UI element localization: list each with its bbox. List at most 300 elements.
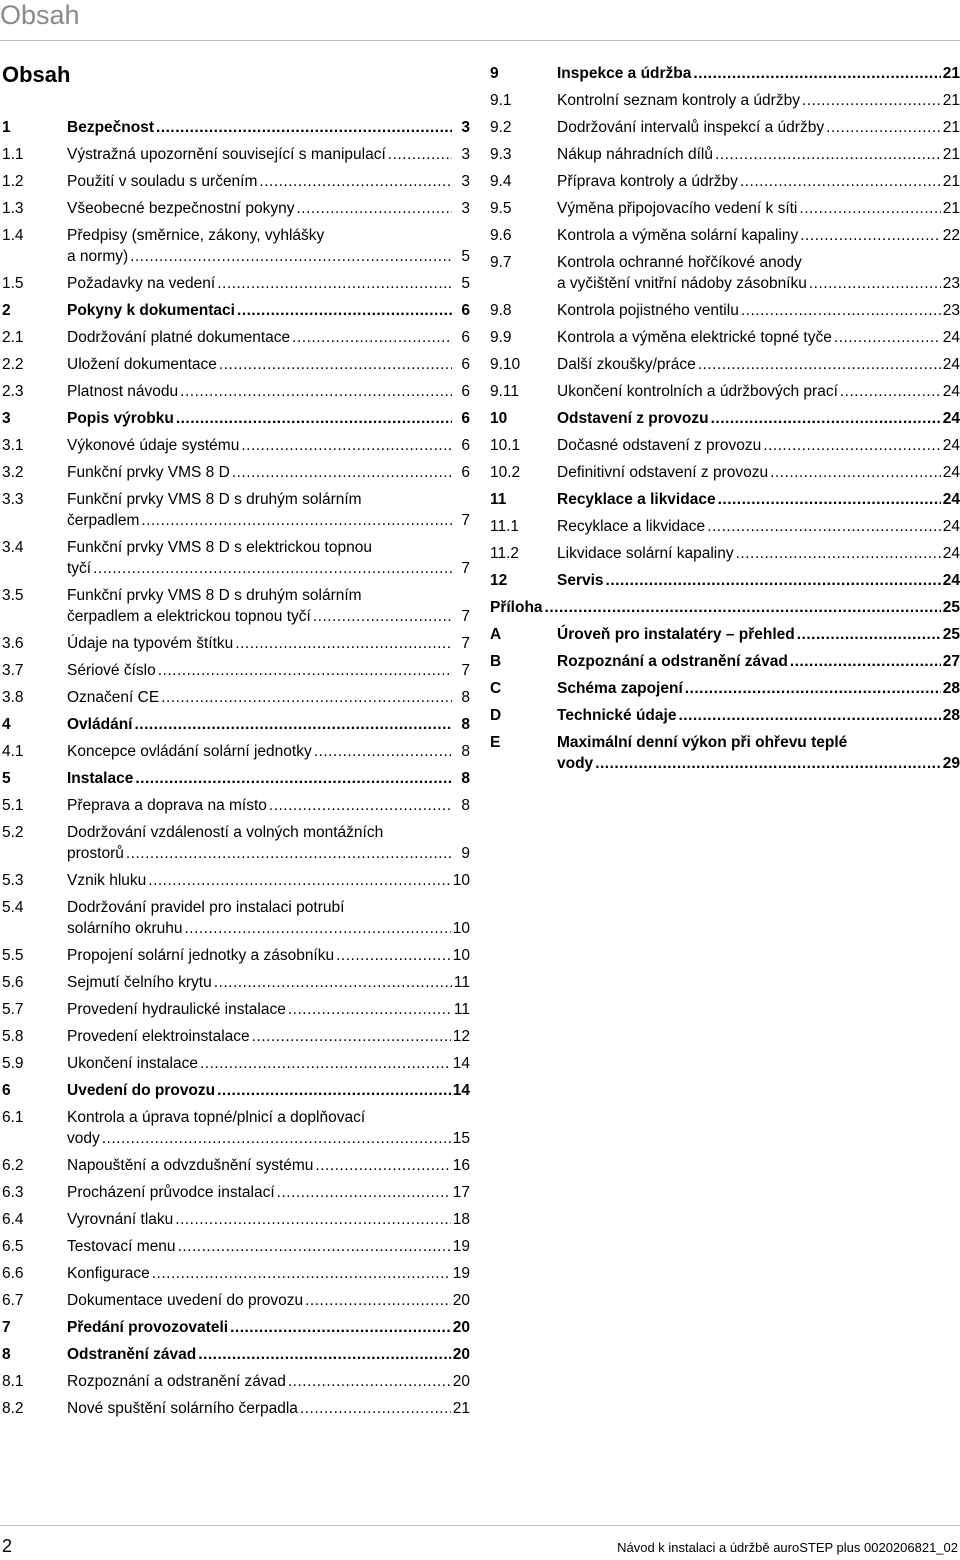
toc-entry-page: 7 [461,608,470,625]
toc-entry-number: 1.1 [2,146,24,163]
toc-entry-page: 21 [942,119,960,136]
toc-entry-page: 19 [452,1238,470,1255]
toc-entry-number: D [490,707,502,724]
dot-leader [595,753,941,774]
dot-leader [799,198,940,219]
toc-entry-number: 5.3 [2,872,24,889]
toc-entry-number: 3.4 [2,539,24,556]
toc-entry-title: Likvidace solární kapaliny [557,545,734,562]
toc-entry[interactable] [2,660,470,681]
toc-entry-page: 24 [942,356,960,373]
toc-entry[interactable] [490,651,960,672]
toc-entry-title: Kontrolní seznam kontroly a údržby [557,92,800,109]
toc-entry-title: Kontrola ochranné hořčíkové anody [557,254,802,271]
toc-entry[interactable] [2,225,470,267]
toc-entry-page: 24 [942,464,960,481]
toc-entry[interactable] [490,678,960,699]
toc-entry-title: vody [557,755,594,772]
toc-entry-page: 24 [942,518,960,535]
toc-entry-number: 6.4 [2,1211,24,1228]
toc-entry-title: Přeprava a doprava na místo [67,797,267,814]
toc-entry[interactable] [2,870,470,891]
toc-entry[interactable] [2,198,470,219]
toc-entry-page: 24 [942,491,960,508]
dot-leader [292,327,452,348]
toc-entry-page: 20 [452,1319,470,1336]
toc-entry[interactable] [490,732,960,774]
dot-leader [314,741,452,762]
toc-entry-number: 9.6 [490,227,512,244]
dot-leader [200,1053,451,1074]
toc-entry-title: Recyklace a likvidace [557,518,706,535]
toc-entry-title: Funkční prvky VMS 8 D s elektrickou topnou [67,539,372,556]
toc-entry-number: 5.6 [2,974,24,991]
toc-entry-page: 28 [942,707,960,724]
toc-entry[interactable] [490,354,960,375]
dot-leader [232,462,452,483]
toc-entry-page: 21 [942,200,960,217]
toc-entry-number: 11 [490,491,507,508]
dot-leader [219,354,452,375]
toc-entry[interactable] [2,171,470,192]
toc-entry[interactable] [490,117,960,138]
toc-entry-number: 5.9 [2,1055,24,1072]
toc-entry-number: 2 [2,302,11,319]
toc-entry[interactable] [2,300,470,321]
toc-entry-title: Dokumentace uvedení do provozu [67,1292,304,1309]
toc-entry[interactable] [2,408,470,429]
toc-entry-page: 5 [461,248,470,265]
toc-entry-number: E [490,734,501,751]
toc-entry-page: 6 [461,410,470,427]
toc-entry-title: Provedení elektroinstalace [67,1028,250,1045]
dot-leader [259,171,452,192]
toc-entry[interactable] [490,198,960,219]
dot-leader [175,1209,450,1230]
dot-leader [315,1155,450,1176]
toc-entry-page: 20 [452,1373,470,1390]
dot-leader [184,918,450,939]
dot-leader [685,678,941,699]
toc-entry[interactable] [2,537,470,579]
toc-entry[interactable] [490,408,960,429]
toc-entry-number: 6.7 [2,1292,24,1309]
toc-entry-number: 6.6 [2,1265,24,1282]
toc-entry[interactable] [2,381,470,402]
toc-entry[interactable] [490,597,960,618]
toc-entry[interactable] [2,714,470,735]
toc-entry-page: 24 [942,545,960,562]
toc-entry[interactable] [2,1398,470,1419]
toc-entry-title: Údaje na typovém štítku [67,635,234,652]
toc-entry[interactable] [490,90,960,111]
dot-leader [161,687,452,708]
toc-entry-title: Nové spuštění solárního čerpadla [67,1400,298,1417]
toc-entry[interactable] [2,1371,470,1392]
toc-entry-title: tyčí [67,560,92,577]
toc-entry-title: Příprava kontroly a údržby [557,173,738,190]
toc-entry[interactable] [2,1053,470,1074]
toc-entry-number: 1.5 [2,275,24,292]
toc-entry-number: 3.3 [2,491,24,508]
toc-entry-page: 12 [452,1028,470,1045]
toc-entry-title: Kontrola pojistného ventilu [557,302,739,319]
toc-entry[interactable] [2,972,470,993]
toc-entry-page: 29 [942,755,960,772]
toc-entry-title: Dodržování intervalů inspekcí a údržby [557,119,825,136]
dot-leader [156,117,452,138]
toc-entry-title: Propojení solární jednotky a zásobníku [67,947,335,964]
dot-leader [718,489,941,510]
toc-entry-page: 20 [452,1346,470,1363]
toc-entry-title: Nákup náhradních dílů [557,146,713,163]
toc-entry-page: 5 [461,275,470,292]
dot-leader [230,1317,451,1338]
toc-entry[interactable] [2,1080,470,1101]
dot-leader [237,300,452,321]
toc-entry-title: Výměna připojovacího vedení k síti [557,200,798,217]
toc-entry[interactable] [2,327,470,348]
toc-entry[interactable] [2,1026,470,1047]
toc-entry[interactable] [490,570,960,591]
toc-entry-page: 16 [452,1157,470,1174]
toc-entry[interactable] [490,516,960,537]
toc-entry-page: 10 [452,947,470,964]
toc-entry-title: Uložení dokumentace [67,356,217,373]
toc-entry-page: 8 [461,716,470,733]
toc-entry-page: 3 [461,119,470,136]
dot-leader [834,327,941,348]
toc-entry[interactable] [490,462,960,483]
toc-entry-page: 19 [452,1265,470,1282]
toc-entry-title: Sériové číslo [67,662,156,679]
toc-entry-number: 5.4 [2,899,24,916]
toc-entry-title: Kontrola a výměna solární kapaliny [557,227,799,244]
footer-rule [0,1525,960,1526]
toc-entry-number: 4.1 [2,743,24,760]
toc-entry-page: 6 [461,437,470,454]
toc-entry[interactable] [490,489,960,510]
toc-entry-page: 14 [452,1055,470,1072]
toc-entry-page: 8 [461,797,470,814]
toc-entry-title: Všeobecné bezpečnostní pokyny [67,200,295,217]
dot-leader [297,198,453,219]
toc-entry[interactable] [2,1182,470,1203]
toc-entry[interactable] [490,624,960,645]
toc-entry[interactable] [2,1236,470,1257]
dot-leader [770,462,941,483]
running-header-title: Obsah [0,0,80,30]
toc-entry-page: 7 [461,560,470,577]
toc-entry[interactable] [2,945,470,966]
toc-entry-title: a normy) [67,248,129,265]
dot-leader [134,714,452,735]
toc-entry-title: Napouštění a odvzdušnění systému [67,1157,314,1174]
dot-leader [388,144,452,165]
toc-entry-number: 5.7 [2,1001,24,1018]
dot-leader [797,624,941,645]
toc-entry-number: 9.8 [490,302,512,319]
toc-entry[interactable] [2,1290,470,1311]
toc-entry[interactable] [490,435,960,456]
dot-leader [277,1182,451,1203]
toc-entry-title: a vyčištění vnitřní nádoby zásobníku [557,275,807,292]
toc-entry-page: 20 [452,1292,470,1309]
toc-entry-title: Technické údaje [557,707,677,724]
toc-entry-title: Označení CE [67,689,160,706]
footer-document-title: Návod k instalaci a údržbě auroSTEP plus 0020206821_02 [617,1540,958,1555]
toc-entry-page: 6 [461,356,470,373]
toc-entry[interactable] [2,999,470,1020]
dot-leader [763,435,941,456]
footer-page-number: 2 [2,1536,13,1556]
toc-entry-title: Rozpoznání a odstranění závad [67,1373,286,1390]
toc-column-left [2,117,470,1425]
toc-entry-page: 3 [461,200,470,217]
toc-entry-page: 24 [942,329,960,346]
toc-entry-title: Provedení hydraulické instalace [67,1001,286,1018]
dot-leader [809,273,941,294]
toc-entry-page: 6 [461,464,470,481]
toc-entry-number: 1 [2,119,11,136]
toc-entry-number: 3.1 [2,437,24,454]
toc-entry-number: 5.1 [2,797,24,814]
toc-entry-number: 4 [2,716,11,733]
toc-entry-number: B [490,653,502,670]
toc-entry[interactable] [2,768,470,789]
dot-leader [736,543,941,564]
toc-entry-title: Další zkoušky/práce [557,356,696,373]
toc-entry-page: 24 [942,437,960,454]
toc-entry-number: 9.11 [490,383,520,400]
toc-entry-title: Dodržování pravidel pro instalaci potrubí [67,899,345,916]
dot-leader [135,768,452,789]
dot-leader [288,1371,451,1392]
toc-entry-title: vody [67,1130,100,1147]
toc-entry[interactable] [490,327,960,348]
toc-entry-number: A [490,626,502,643]
toc-entry-page: 3 [461,173,470,190]
toc-entry-number: 2.1 [2,329,24,346]
toc-entry-title: čerpadlem [67,512,140,529]
toc-entry-page: 7 [461,512,470,529]
toc-entry-number: 3.5 [2,587,24,604]
toc-entry-page: 15 [452,1130,470,1147]
toc-entry-page: 24 [942,410,960,427]
toc-entry-page: 9 [461,845,470,862]
toc-entry[interactable] [2,741,470,762]
dot-leader [715,144,941,165]
toc-entry-title: Ukončení instalace [67,1055,198,1072]
toc-entry-page: 7 [461,635,470,652]
toc-entry-number: 5.5 [2,947,24,964]
toc-entry-number: 5 [2,770,11,787]
dot-leader [698,354,941,375]
toc-entry-page: 6 [461,302,470,319]
toc-entry-title: Výstražná upozornění související s manipulací [67,146,386,163]
toc-title: Obsah [2,62,71,87]
toc-entry-number: 5.8 [2,1028,24,1045]
toc-entry-page: 10 [452,920,470,937]
dot-leader [198,1344,451,1365]
dot-leader [176,408,452,429]
toc-entry-page: 25 [942,626,960,643]
toc-entry[interactable] [2,489,470,531]
toc-entry-number: 10.2 [490,464,521,481]
toc-entry-number: 3 [2,410,11,427]
toc-entry-number: 6.2 [2,1157,24,1174]
toc-entry-number: 6.1 [2,1109,24,1126]
toc-entry-number: 3.8 [2,689,24,706]
toc-entry-title: prostorů [67,845,124,862]
toc-entry[interactable] [2,1155,470,1176]
dot-leader [678,705,940,726]
toc-entry-title: Kontrola a výměna elektrické topné tyče [557,329,832,346]
toc-entry-page: 6 [461,329,470,346]
toc-entry-page: 14 [452,1082,470,1099]
toc-entry-page: 21 [942,92,960,109]
toc-entry-title: Funkční prvky VMS 8 D s druhým solárním [67,491,362,508]
dot-leader [606,570,941,591]
toc-entry[interactable] [490,63,960,84]
toc-entry-title: solárního okruhu [67,920,183,937]
toc-entry-number: 6.3 [2,1184,24,1201]
toc-entry-title: Platnost návodu [67,383,179,400]
toc-entry-page: 11 [453,1001,470,1018]
toc-entry[interactable] [2,1344,470,1365]
toc-entry-page: 21 [452,1400,470,1417]
toc-entry[interactable] [490,381,960,402]
toc-entry-number: 9.5 [490,200,512,217]
toc-entry[interactable] [2,795,470,816]
toc-entry-number: 3.6 [2,635,24,652]
toc-entry[interactable] [2,144,470,165]
toc-entry-number: 9.4 [490,173,512,190]
toc-entry[interactable] [2,585,470,627]
toc-entry-title: Rozpoznání a odstranění závad [557,653,788,670]
toc-entry-title: Funkční prvky VMS 8 D [67,464,230,481]
toc-entry-page: 21 [942,65,960,82]
toc-entry-page: 21 [942,146,960,163]
toc-entry[interactable] [2,687,470,708]
dot-leader [826,117,941,138]
dot-leader [126,843,452,864]
toc-entry[interactable] [490,171,960,192]
toc-entry-number: 12 [490,572,508,589]
toc-entry-page: 8 [461,770,470,787]
toc-entry[interactable] [2,1263,470,1284]
toc-entry-title: Servis [557,572,604,589]
dot-leader [790,651,941,672]
toc-entry[interactable] [2,897,470,939]
toc-entry-number: 9.2 [490,119,512,136]
toc-entry-number: 10.1 [490,437,521,454]
dot-leader [693,63,940,84]
dot-leader [545,597,941,618]
dot-leader [288,999,452,1020]
toc-entry-number: 5.2 [2,824,24,841]
toc-entry-title: Konfigurace [67,1265,150,1282]
toc-column-right [490,63,960,780]
toc-entry[interactable] [2,633,470,654]
toc-entry[interactable] [490,543,960,564]
toc-entry-title: Koncepce ovládání solární jednotky [67,743,312,760]
toc-entry-title: Dočasné odstavení z provozu [557,437,762,454]
toc-entry-title: Kontrola a úprava topné/plnicí a doplňovací [67,1109,366,1126]
toc-entry-page: 23 [942,302,960,319]
toc-entry-page: 24 [942,572,960,589]
toc-entry-title: Sejmutí čelního krytu [67,974,212,991]
toc-entry-number: 1.2 [2,173,24,190]
toc-entry-title: Výkonové údaje systému [67,437,240,454]
header-rule [0,40,960,41]
toc-entry-number: 11.1 [490,518,520,535]
dot-leader [252,1026,451,1047]
toc-entry-number: 1.3 [2,200,24,217]
toc-entry-title: Vznik hluku [67,872,147,889]
toc-entry-title: Pokyny k dokumentaci [67,302,235,319]
toc-entry[interactable] [2,462,470,483]
toc-entry-title: Předání provozovateli [67,1319,229,1336]
toc-entry-title: Ovládání [67,716,133,733]
toc-entry[interactable] [490,252,960,294]
toc-entry-title: Recyklace a likvidace [557,491,716,508]
toc-entry-title: Testovací menu [67,1238,176,1255]
toc-entry[interactable] [2,1107,470,1149]
toc-entry-number: 9.3 [490,146,512,163]
toc-entry-page: 6 [461,383,470,400]
toc-entry-title: Příloha [490,599,543,616]
dot-leader [178,1236,451,1257]
toc-entry-number: C [490,680,502,697]
dot-leader [740,171,941,192]
toc-entry[interactable] [490,225,960,246]
toc-entry-title: Dodržování vzdáleností a volných montážních [67,824,384,841]
toc-entry[interactable] [2,354,470,375]
dot-leader [802,90,941,111]
toc-entry[interactable] [2,822,470,864]
toc-entry-page: 3 [461,146,470,163]
toc-entry[interactable] [2,117,470,138]
toc-entry-number: 10 [490,410,508,427]
dot-leader [313,606,452,627]
dot-leader [217,273,452,294]
toc-entry[interactable] [2,1209,470,1230]
toc-entry-number: 8.2 [2,1400,24,1417]
toc-entry-title: Úroveň pro instalatéry – přehled [557,626,795,643]
dot-leader [235,633,452,654]
toc-entry-page: 24 [942,383,960,400]
dot-leader [711,408,941,429]
toc-entry-number: 1.4 [2,227,24,244]
toc-entry-title: Předpisy (směrnice, zákony, vyhlášky [67,227,325,244]
dot-leader [158,660,452,681]
toc-entry-title: Instalace [67,770,134,787]
toc-entry[interactable] [2,435,470,456]
toc-entry[interactable] [490,705,960,726]
toc-entry[interactable] [490,300,960,321]
dot-leader [148,870,450,891]
toc-entry[interactable] [2,1317,470,1338]
toc-entry-number: 2.3 [2,383,24,400]
toc-entry-number: 8 [2,1346,11,1363]
toc-entry[interactable] [490,144,960,165]
toc-entry-number: 9 [490,65,499,82]
dot-leader [152,1263,451,1284]
toc-entry[interactable] [2,273,470,294]
toc-entry-page: 25 [942,599,960,616]
toc-entry-page: 8 [461,689,470,706]
